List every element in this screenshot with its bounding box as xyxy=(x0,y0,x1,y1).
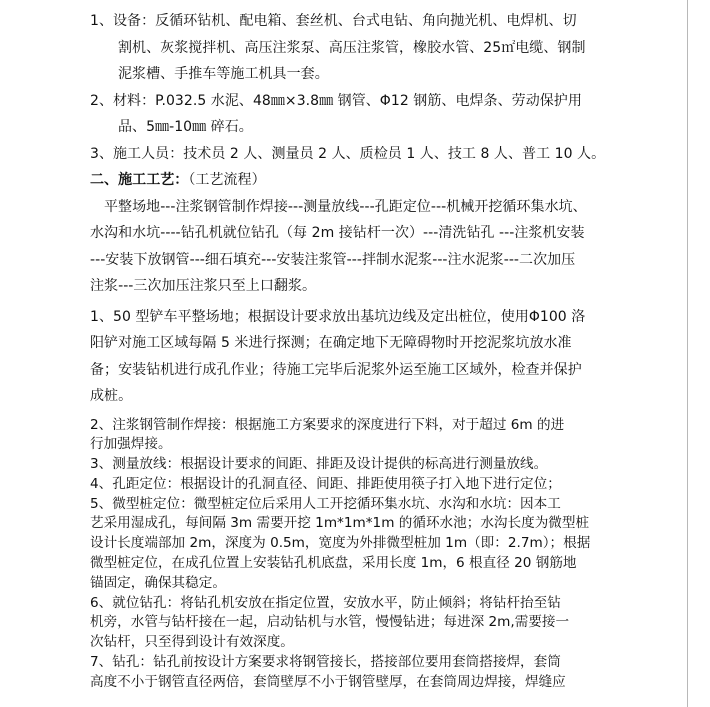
equipment-line-1: 1、设备：反循环钻机、配电箱、套丝机、台式电钻、角向抛光机、电焊机、切 xyxy=(90,13,577,29)
step-3-line-1: 3、测量放线：根据设计要求的间距、排距及设计提供的标高进行测量放线。 xyxy=(90,456,548,473)
materials-line-1: 2、材料：P.032.5 水泥、48㎜×3.8㎜ 钢管、Φ12 钢筋、电焊条、劳动保护用 xyxy=(90,92,582,109)
step-6 xyxy=(90,594,690,653)
step-5 xyxy=(90,495,690,594)
step-1 xyxy=(90,304,690,410)
process-flow-line-2: 水沟和水坑----钻孔机就位钻孔（每 2m 接钻杆一次）---清洗钻孔 ---注浆机安装 xyxy=(90,225,585,241)
step-6-line-1: 6、就位钻孔：将钻孔机安放在指定位置，安放水平，防止倾斜；将钻杆抬至钻 xyxy=(90,594,561,611)
step-5-line-4: 微型桩定位，在成孔位置上安装钻孔机底盘，采用长度 1m，6 根直径 20 钢筋地 xyxy=(90,555,577,572)
step-1-line-1: 1、50 型铲车平整场地；根据设计要求放出基坑边线及定出桩位，使用Φ100 洛 xyxy=(90,308,586,325)
step-6-line-3: 次钻杆，只至得到设计有效深度。 xyxy=(90,634,294,651)
process-flow xyxy=(90,194,690,300)
step-5-line-2: 艺采用湿成孔，每间隔 3m 需要开挖 1m*1m*1m 的循环水池；水沟长度为微型桩 xyxy=(90,515,590,532)
section-2-title: 二、施工工艺： xyxy=(90,172,189,188)
materials-item xyxy=(90,88,690,141)
step-2 xyxy=(90,416,690,456)
step-5-line-3: 设计长度端部加 2m，深度为 0.5m，宽度为外排微型桩加 1m（即：2.7m）；根据 xyxy=(90,535,591,552)
materials-line-2: 品、5㎜-10㎜ 碎石。 xyxy=(118,119,253,135)
step-5-line-1: 5、微型桩定位：微型桩定位后采用人工开挖循环集水坑、水沟和水坑：因本工 xyxy=(90,495,561,512)
step-1-line-2: 阳铲对施工区域每隔 5 米进行探测；在确定地下无障碍物时开挖泥浆坑放水准 xyxy=(90,335,572,351)
step-4-line-1: 4、孔距定位：根据设计的孔洞直径、间距、排距使用筷子打入地下进行定位； xyxy=(90,475,561,492)
step-7 xyxy=(90,653,690,693)
personnel-line-1: 3、施工人员：技术员 2 人、测量员 2 人、质检员 1 人、技工 8 人、普工 10 人。 xyxy=(90,145,606,162)
step-2-line-1: 2、注浆钢管制作焊接：根据施工方案要求的深度进行下料，对于超过 6m 的进 xyxy=(90,416,565,433)
equipment-line-3: 泥浆槽、手推车等施工机具一套。 xyxy=(118,66,329,82)
section-2-heading xyxy=(90,167,690,194)
document-body xyxy=(90,8,690,693)
step-3 xyxy=(90,455,690,475)
step-7-line-2: 高度不小于钢管直径两倍，套筒壁厚不小于钢管壁厚，在套筒周边焊接，焊缝应 xyxy=(90,673,566,690)
process-flow-line-4: 注浆---三次加压注浆只至上口翻浆。 xyxy=(90,278,317,294)
step-1-line-4: 成桩。 xyxy=(90,388,133,404)
equipment-line-2: 割机、灰浆搅拌机、高压注浆泵、高压注浆管，橡胶水管、25㎡电缆、钢制 xyxy=(118,39,586,56)
step-7-line-1: 7、钻孔：钻孔前按设计方案要求将钢管接长，搭接部位要用套筒搭接焊，套筒 xyxy=(90,654,561,671)
step-5-line-5: 锚固定，确保其稳定。 xyxy=(90,574,226,591)
personnel-item xyxy=(90,141,690,168)
step-1-line-3: 备；安装钻机进行成孔作业；待施工完毕后泥浆外运至施工区域外，检查并保护 xyxy=(90,361,582,378)
process-flow-line-3: ---安装下放钢管---细石填充---安装注浆管---拌制水泥浆---注水泥浆---二次加压 xyxy=(90,251,576,268)
step-2-line-2: 行加强焊接。 xyxy=(90,436,172,453)
step-6-line-2: 机旁，水管与钻杆接在一起，启动钻机与水管，慢慢钻进；每进深 2m,需要接一 xyxy=(90,614,570,631)
step-4 xyxy=(90,475,690,495)
process-flow-line-1: 平整场地---注浆钢管制作焊接---测量放线---孔距定位---机械开挖循环集水坑、 xyxy=(104,198,587,215)
equipment-item xyxy=(90,8,690,88)
section-2-subtitle: （工艺流程） xyxy=(188,172,266,188)
